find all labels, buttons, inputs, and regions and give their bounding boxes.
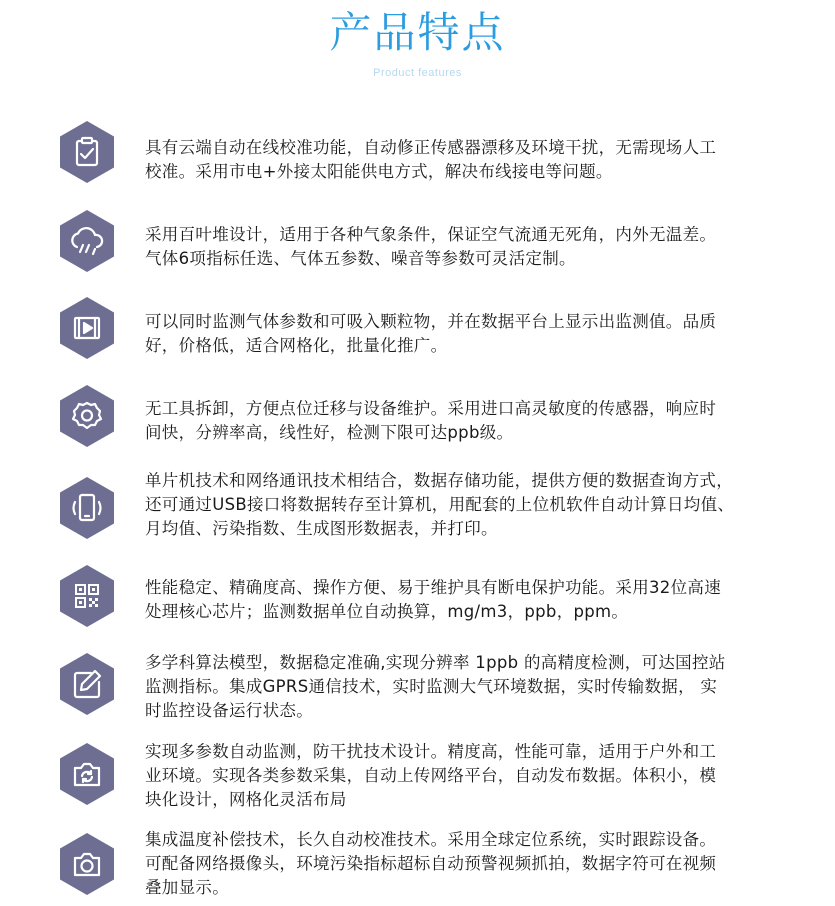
feature-text [145, 469, 785, 541]
feature-line: 时监控设备运行状态。 [145, 701, 313, 720]
video-film-icon [55, 296, 119, 360]
feature-line: 单片机技术和网络通讯技术相结合，数据存储功能，提供方便的数据查询方式， [145, 471, 733, 490]
page-subtitle: Product features [373, 67, 462, 79]
feature-line: 还可通过USB接口将数据转存至计算机，用配套的上位机软件自动计算日均值、 [145, 495, 735, 514]
feature-line: 实现多参数自动监测，防干扰技术设计。精度高，性能可靠，适用于户外和工 [145, 742, 717, 761]
mobile-phone-icon [55, 476, 119, 540]
page-title: 产品特点 [329, 8, 506, 57]
feature-line: 集成温度补偿技术，长久自动校准技术。采用全球定位系统，实时跟踪设备。 [145, 830, 717, 849]
feature-line: 校准。采用市电+外接太阳能供电方式，解决布线接电等问题。 [145, 162, 613, 181]
feature-line: 可配备网络摄像头，环境污染指标超标自动预警视频抓拍，数据字符可在视频 [145, 854, 717, 873]
feature-line: 多学科算法模型，数据稳定准确,实现分辨率 1ppb 的高精度检测，可达国控站 [145, 653, 726, 672]
feature-text [145, 310, 785, 358]
feature-line: 无工具拆卸，方便点位迁移与设备维护。采用进口高灵敏度的传感器，响应时 [145, 399, 717, 418]
feature-line: 监测指标。集成GPRS通信技术，实时监测大气环境数据，实时传输数据， 实 [145, 677, 718, 696]
refresh-camera-icon [55, 742, 119, 806]
feature-line: 叠加显示。 [145, 878, 229, 897]
feature-line: 块化设计，网格化灵活布局 [145, 790, 347, 809]
cloud-rain-icon [55, 209, 119, 273]
feature-line: 可以同时监测气体参数和可吸入颗粒物，并在数据平台上显示出监测值。品质 [145, 312, 717, 331]
feature-text [145, 651, 785, 723]
feature-text [145, 223, 785, 271]
camera-icon [55, 832, 119, 896]
feature-line: 性能稳定、精确度高、操作方便、易于维护具有断电保护功能。采用32位高速 [145, 578, 721, 597]
feature-line: 好，价格低，适合网格化，批量化推广。 [145, 336, 448, 355]
feature-line: 气体6项指标任选、气体五参数、噪音等参数可灵活定制。 [145, 249, 576, 268]
header [0, 0, 835, 90]
clipboard-check-icon [55, 120, 119, 184]
feature-line: 业环境。实现各类参数采集，自动上传网络平台，自动发布数据。体积小，模 [145, 766, 717, 785]
gear-icon [55, 384, 119, 448]
feature-text [145, 740, 785, 812]
feature-line: 间快，分辨率高，线性好，检测下限可达ppb级。 [145, 423, 514, 442]
feature-line: 具有云端自动在线校准功能，自动修正传感器漂移及环境干扰，无需现场人工 [145, 138, 717, 157]
feature-text [145, 576, 785, 624]
edit-pencil-icon [55, 652, 119, 716]
feature-line: 处理核心芯片；监测数据单位自动换算，mg/m3，ppb，ppm。 [145, 602, 629, 621]
feature-text [145, 397, 785, 445]
feature-line: 月均值、污染指数、生成图形数据表，并打印。 [145, 519, 498, 538]
feature-text [145, 828, 785, 900]
qr-code-icon [55, 564, 119, 628]
feature-text [145, 136, 785, 184]
feature-line: 采用百叶堆设计，适用于各种气象条件，保证空气流通无死角，内外无温差。 [145, 225, 717, 244]
